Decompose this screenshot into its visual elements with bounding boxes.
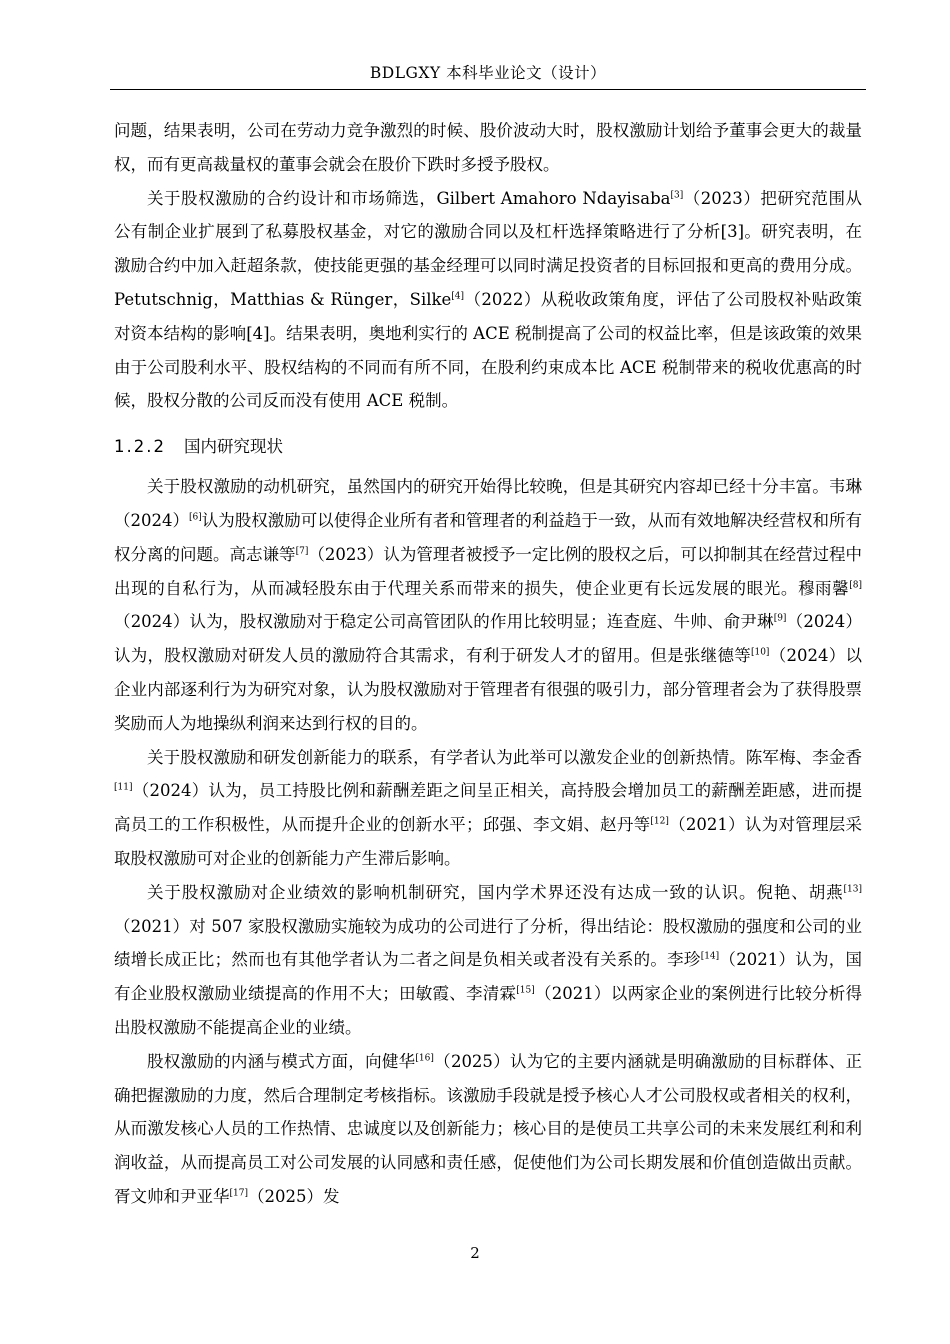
paragraph bbox=[114, 182, 862, 419]
paragraph-text: 关于股权激励的合约设计和市场筛选，Gilbert Amahoro Ndayisaba bbox=[147, 188, 671, 208]
citation-marker: [6] bbox=[189, 512, 202, 523]
section-number: 1.2.2 bbox=[114, 437, 166, 457]
paragraph-text: 问题，结果表明，公司在劳动力竞争激烈的时候、股价波动大时，股权激励计划给予董事会更大的裁量权，而有更高裁量权的董事会就会在股价下跌时多授予股权。 bbox=[114, 121, 862, 174]
paragraph-text: （2022）从税收政策角度，评估了公司股权补贴政策对资本结构的影响[4]。结果表明，奥地利实行的 ACE 税制提高了公司的权益比率，但是该政策的效果由于公司股利水平、股权结构的不同而有所不同，在股利约束成本比 ACE 税制带来的税收优惠高的时候，股权分散的公司反而没有使用 ACE 税制。 bbox=[114, 289, 862, 411]
paragraph-text: （2021）认为对管理层采取股权激励可对企业的创新能力产生滞后影响。 bbox=[114, 815, 863, 868]
page-body bbox=[114, 114, 862, 1214]
citation-marker: [15] bbox=[516, 985, 535, 996]
paragraph-text: （2023）把研究范围从公有制企业扩展到了私募股权基金，对它的激励合同以及杠杆选择策略进行了分析[3]。研究表明，在激励合约中加入赶超条款，使技能更强的基金经理可以同时满足投资者的目标回报和更高的费用分成。Petutschnig，Matthias & Rünger，Silke bbox=[114, 188, 862, 309]
page-number: 2 bbox=[470, 1244, 480, 1262]
paragraph-text: （2024）以企业内部逐利行为为研究对象，认为股权激励对于管理者有很强的吸引力，部分管理者会为了获得股票奖励而人为地操纵利润来达到行权的目的。 bbox=[114, 646, 862, 733]
paragraph-text: （2024）认为，股权激励对于稳定公司高管团队的作用比较明显；连查庭、牛帅、俞尹琳 bbox=[114, 612, 774, 632]
citation-marker: [12] bbox=[650, 816, 669, 827]
section-heading bbox=[114, 432, 862, 462]
citation-marker: [17] bbox=[229, 1188, 248, 1199]
citation-marker: [14] bbox=[700, 951, 720, 962]
paragraph-text: 认为股权激励可以使得企业所有者和管理者的利益趋于一致，从而有效地解决经营权和所有权分离的问题。高志谦等 bbox=[114, 510, 862, 564]
paragraph bbox=[114, 1045, 862, 1214]
paragraph-text: （2021）认为，国有企业股权激励业绩提高的作用不大；田敏霞、李清霖 bbox=[114, 950, 862, 1004]
section-title: 国内研究现状 bbox=[184, 437, 283, 457]
running-header: BDLGXY 本科毕业论文（设计） bbox=[369, 64, 607, 82]
paragraph bbox=[114, 876, 862, 1045]
citation-marker: [16] bbox=[415, 1053, 434, 1064]
paragraph-text: （2024）认为，员工持股比例和薪酬差距之间呈正相关，高持股会增加员工的薪酬差距感，进而提高员工的工作积极性，从而提升企业的创新水平；邱强、李文娟、赵丹等 bbox=[114, 781, 862, 835]
paragraph-text: 关于股权激励对企业绩效的影响机制研究，国内学术界还没有达成一致的认识。倪艳、胡燕 bbox=[147, 882, 844, 902]
citation-marker: [11] bbox=[114, 782, 133, 793]
citation-marker: [7] bbox=[295, 546, 309, 557]
paragraph-text: （2025）认为它的主要内涵就是明确激励的目标群体、正确把握激励的力度，然后合理制定考核指标。该激励手段就是授予核心人才公司股权或者相关的权利，从而激发核心人员的工作热情、忠诚度以及创新能力；核心目的是使员工共享公司的未来发展红利和利润收益，从而提高员工对公司发展的认同感和责任感，促使他们为公司长期发展和价值创造做出贡献。胥文帅和尹亚华 bbox=[114, 1051, 862, 1206]
header-rule bbox=[110, 89, 866, 90]
citation-marker: [10] bbox=[750, 647, 770, 658]
paragraph-text: 关于股权激励和研发创新能力的联系，有学者认为此举可以激发企业的创新热情。陈军梅、李金香 bbox=[147, 747, 862, 767]
paragraph-text: 股权激励的内涵与模式方面，向健华 bbox=[147, 1051, 416, 1071]
citation-marker: [9] bbox=[773, 613, 787, 624]
paragraph-text: （2025）发 bbox=[247, 1186, 340, 1206]
paragraph bbox=[114, 470, 862, 740]
paragraph-text: （2021）以两家企业的案例进行比较分析得出股权激励不能提高企业的业绩。 bbox=[114, 984, 862, 1037]
paragraph bbox=[114, 114, 862, 182]
citation-marker: [13] bbox=[843, 884, 862, 895]
citation-marker: [8] bbox=[849, 580, 862, 591]
citation-marker: [3] bbox=[670, 190, 684, 201]
paragraph-text: （2021）对 507 家股权激励实施较为成功的公司进行了分析，得出结论：股权激励的强度和公司的业绩增长成正比；然而也有其他学者认为二者之间是负相关或者没有关系的。李珍 bbox=[114, 916, 862, 970]
paragraph bbox=[114, 741, 862, 876]
paragraph-text: 关于股权激励的动机研究，虽然国内的研究开始得比较晚，但是其研究内容却已经十分丰富。韦琳（2024） bbox=[114, 477, 862, 530]
paragraph-text: （2023）认为管理者被授予一定比例的股权之后，可以抑制其在经营过程中出现的自私行为，从而减轻股东由于代理关系而带来的损失，使企业更有长远发展的眼光。穆雨馨 bbox=[114, 544, 863, 598]
citation-marker: [4] bbox=[451, 291, 465, 302]
paragraph-text: （2024）认为，股权激励对研发人员的激励符合其需求，有利于研发人才的留用。但是张继德等 bbox=[114, 612, 862, 666]
